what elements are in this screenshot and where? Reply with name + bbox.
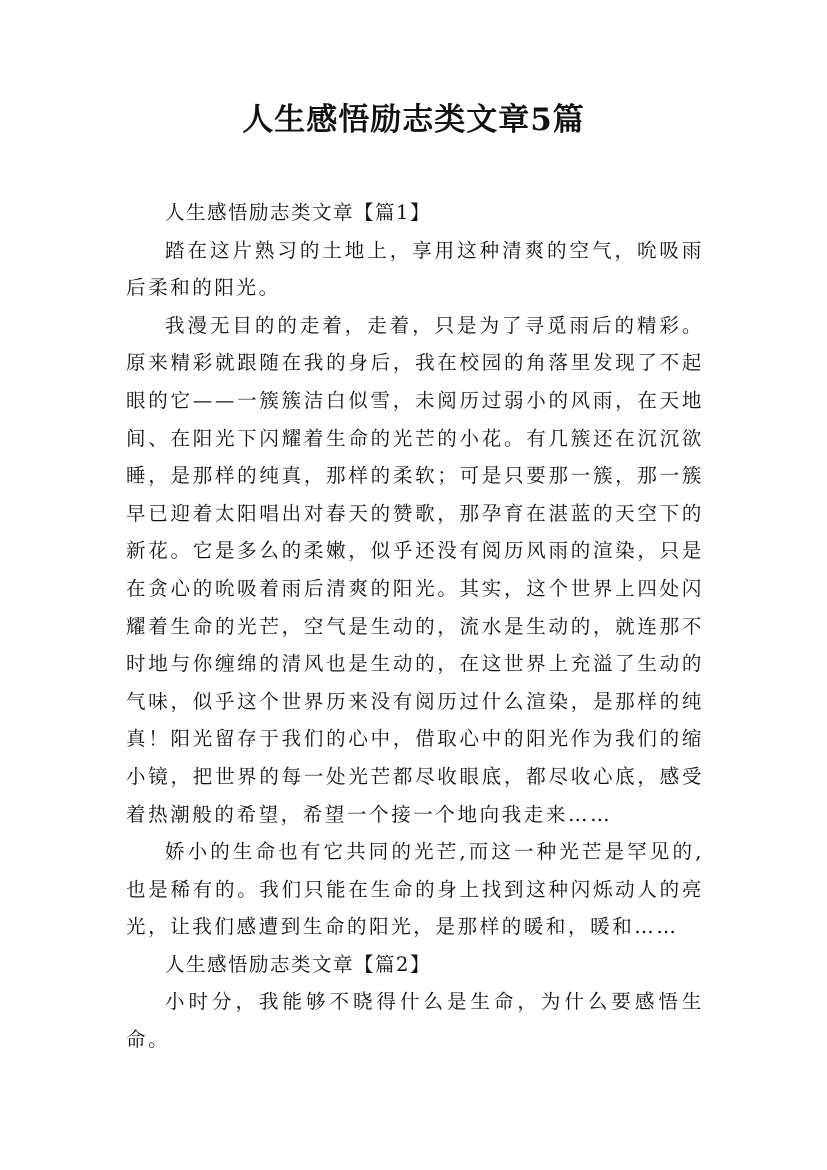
paragraph: 踏在这片熟习的土地上，享用这种清爽的空气，吮吸雨后柔和的阳光。 — [126, 238, 704, 300]
document-body — [126, 194, 704, 1059]
document-title: 人生感悟励志类文章5篇 — [242, 102, 585, 138]
paragraph: 娇小的生命也有它共同的光芒,而这一种光芒是罕见的,也是稀有的。我们只能在生命的身上找到这种闪烁动人的亮光，让我们感遭到生命的阳光，是那样的暖和，暖和…… — [126, 840, 704, 939]
section-heading: 人生感悟励志类文章【篇2】 — [165, 952, 431, 976]
paragraph: 小时分，我能够不晓得什么是生命，为什么要感悟生命。 — [126, 990, 704, 1052]
paragraph: 我漫无目的的走着，走着，只是为了寻觅雨后的精彩。原来精彩就跟随在我的身后，我在校园的角落里发现了不起眼的它——一簇簇洁白似雪，未阅历过弱小的风雨，在天地间、在阳光下闪耀着生命的光芒的小花。有几簇还在沉沉欲睡，是那样的纯真，那样的柔软；可是只要那一簇，那一簇早已迎着太阳唱出对春天的赞歌，那孕育在湛蓝的天空下的新花。它是多么的柔嫩，似乎还没有阅历风雨的渲染，只是在贪心的吮吸着雨后清爽的阳光。其实，这个世界上四处闪耀着生命的光芒，空气是生动的，流水是生动的，就连那不时地与你缠绵的清风也是生动的，在这世界上充溢了生动的气味，似乎这个世界历来没有阅历过什么渲染，是那样的纯真！阳光留存于我们的心中，借取心中的阳光作为我们的缩小镜，把世界的每一处光芒都尽收眼底，都尽收心底，感受着热潮般的希望，希望一个接一个地向我走来…… — [126, 313, 704, 826]
section-heading: 人生感悟励志类文章【篇1】 — [165, 201, 431, 224]
